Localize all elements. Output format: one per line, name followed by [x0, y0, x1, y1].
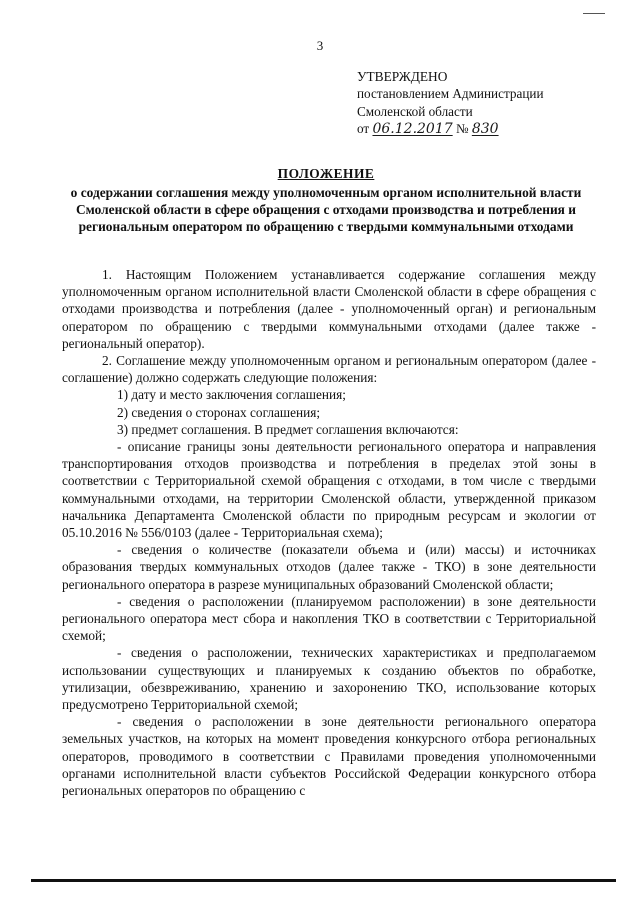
- paragraph-1: 1. Настоящим Положением устанавливается содержание соглашения между уполномоченным органом исполнительной власти Смоленской области в сфере обращения с отходами производства и потребления (далее - уполномоченный орган) и региональным оператором по обращению с твердыми коммунальными отходами (далее также - региональный оператор).: [62, 267, 596, 351]
- approval-stamp: [357, 68, 544, 138]
- list-item-1: 1) дату и место заключения соглашения;: [117, 387, 346, 403]
- subitem-facilities: - сведения о расположении, технических характеристиках и предполагаемом использовании существующих и планируемых к созданию объектов по обработке, утилизации, обезвреживанию, хранению и захоронению ТКО, использование которых предусмотрено Территориальной схемой;: [62, 645, 596, 713]
- scan-bottom-border: [31, 879, 616, 882]
- handwritten-number: 830: [471, 120, 499, 137]
- page-number: 3: [316, 38, 324, 53]
- document-subtitle: о содержании соглашения между уполномоченным органом исполнительной власти Смоленской области в сфере обращения с отходами производства и потребления и региональным оператором по обращению с твердыми коммунальными отходами: [70, 185, 582, 234]
- subitem-land-plots: - сведения о расположении в зоне деятельности регионального оператора земельных участков, на которых на момент проведения конкурсного отбора региональных операторов, проводимого в соответствии с Правилами проведения уполномоченными органами исполнительной власти субъектов Российской Федерации конкурсного отбора региональных операторов по обращению с: [62, 714, 596, 799]
- list-item-3: 3) предмет соглашения. В предмет соглашения включаются:: [117, 421, 459, 437]
- number-prefix: №: [455, 120, 469, 136]
- document-title: ПОЛОЖЕНИЕ: [277, 166, 375, 181]
- approval-line-2: Смоленской области: [357, 103, 473, 119]
- subitem-collection-sites: - сведения о расположении (планируемом расположении) в зоне деятельности регионального оператора мест сбора и накопления ТКО в соответствии с Территориальной схемой;: [62, 593, 596, 644]
- approval-heading: УТВЕРЖДЕНО: [357, 69, 448, 84]
- subitem-border-description: - описание границы зоны деятельности регионального оператора и направления транспортирования отходов производства и потребления в пределах этой зоны в соответствии с Территориальной схемой обращения с отходами, в том числе с твердыми коммунальными отходами, на территории Смоленской области, утвержденной приказом начальника Департамента Смоленской области по природным ресурсам и экологии от 05.10.2016 № 556/0103 (далее - Территориальная схема);: [62, 439, 596, 541]
- scan-mark: [583, 13, 605, 14]
- list-item-2: 2) сведения о сторонах соглашения;: [117, 404, 321, 420]
- document-body: [62, 266, 596, 799]
- approval-date-line: [357, 120, 544, 138]
- subitem-waste-quantity: - сведения о количестве (показатели объема и (или) массы) и источниках образования твердых коммунальных отходов (далее также - ТКО) в зоне деятельности регионального оператора в разрезе муниципальных образований Смоленской области;: [62, 542, 596, 592]
- date-prefix: от: [357, 120, 370, 136]
- paragraph-2: 2. Соглашение между уполномоченным органом и региональным оператором (далее - соглашение) должно содержать следующие положения:: [62, 353, 596, 386]
- handwritten-date: 06.12.2017: [372, 120, 453, 137]
- document-title-block: [60, 165, 592, 235]
- approval-line-1: постановлением Администрации: [357, 86, 544, 102]
